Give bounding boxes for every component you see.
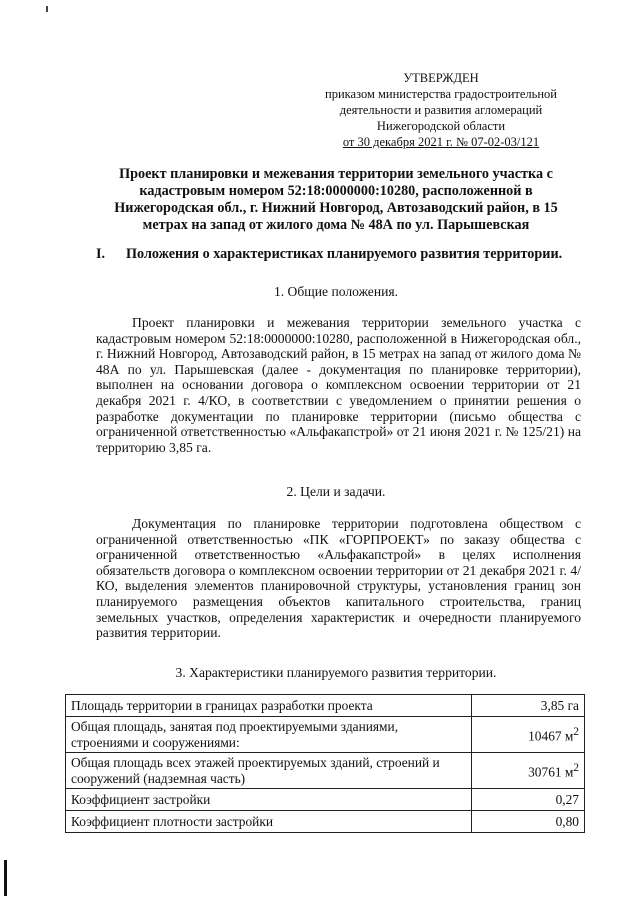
document-title: Проект планировки и межевания территории земельного участка с кадастровым номером 52:18:0000000:10280, расположенной в Нижегородская обл., г. Нижний Новгород, Автозаводский район, в 15 метрах на запад от жилого дома № 48А по ул. Парышевская [114,166,558,233]
subsection-heading-general: 1. Общие положения. [273,284,399,299]
characteristics-table [65,694,585,833]
table-cell-value: 10467 $м^2$ [472,717,585,753]
section-title: Положения о характеристиках планируемого развития территории. [126,246,563,262]
approval-heading: УТВЕРЖДЕН [403,71,479,85]
table-cell-label: Коэффициент застройки [66,789,472,811]
subsection-heading-characteristics: 3. Характеристики планируемого развития территории. [175,665,497,680]
approval-line: приказом министерства градостроительной [325,87,557,101]
table-cell-value: 30761 $м^2$ [472,753,585,789]
table-row [66,695,585,717]
unit-superscript: 2 [573,762,579,775]
approval-line: Нижегородской области [376,119,506,133]
section-number: I. [96,246,106,262]
paragraph-general: Проект планировки и межевания территории земельного участка с кадастровым номером 52:18:0000000:10280, расположенной в Нижегородская обл., г. Нижний Новгород, Автозаводский район, в 15 метрах на запад от жилого дома № 48А по ул. Парышевская (далее - документация по планировке территории), выполнен на основании договора о комплексном освоении территории от 21 декабря 2021 г. 4/КО, в соответствии с уведомлением о принятии решения о разработке документации по планировке территории (письмо общества с ограниченной ответственностью «Альфакапстрой» от 21 июня 2021 г. № 125/21) на территорию 3,85 га. [96,315,581,455]
table-cell-label: Площадь территории в границах разработки проекта [66,695,472,717]
table-cell-value: 0,80 [472,811,585,833]
table-cell-label: Общая площадь всех этажей проектируемых зданий, строений и сооружений (надземная часть) [66,753,472,789]
paragraph-goals: Документация по планировке территории подготовлена обществом с ограниченной ответственностью «ПК «ГОРПРОЕКТ» по заказу общества с ограниченной ответственностью «Альфакапстрой» в целях исполнения обязательств договора о комплексном освоении территории от 21 декабря 2021 г. 4/КО, выделения элементов планировочной структуры, установления границ зон планируемого размещения объектов капитального строительства, границ земельных участков, определения характеристик и очередности планируемого развития территории. [96,516,581,641]
approval-date: от 30 декабря 2021 г. № 07-02-03/121 [342,135,540,149]
section-heading [96,246,576,263]
table-cell-label: Общая площадь, занятая под проектируемыми зданиями, строениями и сооружениями: [66,717,472,753]
table-cell-value: 3,85 га [472,695,585,717]
approval-line: деятельности и развития агломераций [339,103,543,117]
subsection-heading-goals: 2. Цели и задачи. [286,484,386,499]
approval-stamp [306,70,576,150]
scan-edge-mark [4,860,7,896]
table-row [66,811,585,833]
scan-mark [46,6,48,12]
table-cell-label: Коэффициент плотности застройки [66,811,472,833]
table-row [66,717,585,753]
table-cell-value: 0,27 [472,789,585,811]
table-row [66,789,585,811]
table-row [66,753,585,789]
unit-superscript: 2 [573,726,579,739]
